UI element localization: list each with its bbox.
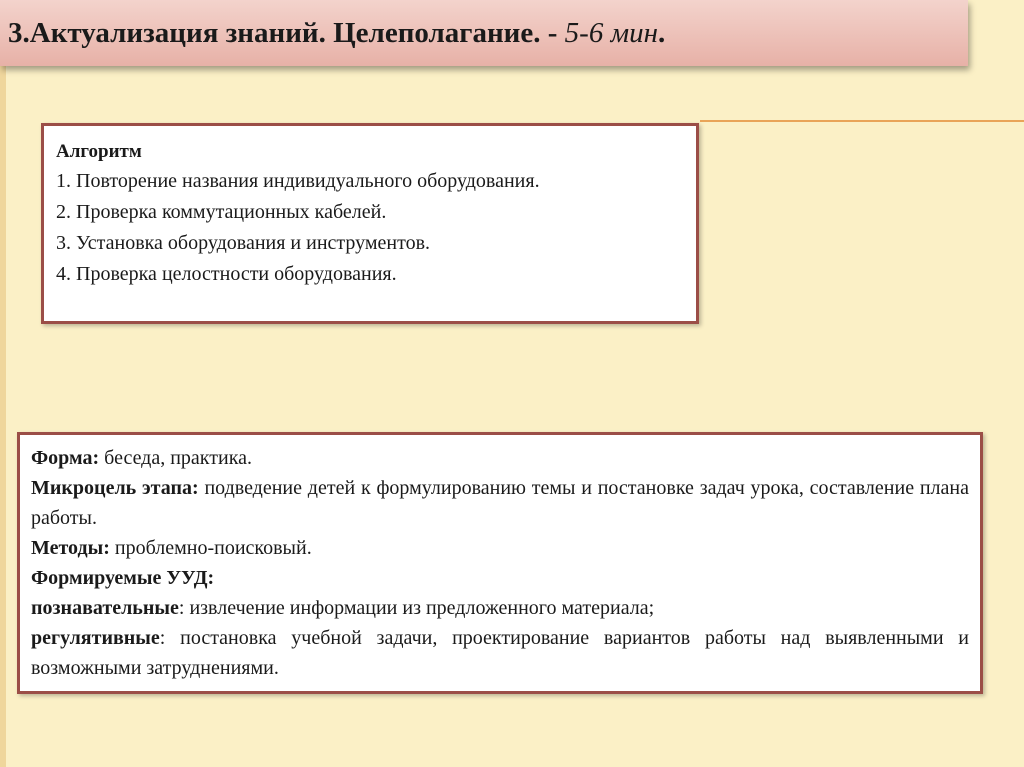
microgoal-value: подведение детей к формулированию темы и постановке задач урока, составление плана работы. bbox=[31, 477, 969, 529]
decorative-line bbox=[700, 120, 1024, 122]
slide-title-dash: - bbox=[540, 17, 565, 49]
regulative-label: регулятивные bbox=[31, 627, 160, 649]
regulative-value: : постановка учебной задачи, проектирование вариантов работы над выявленными и возможными затруднениями. bbox=[31, 627, 969, 679]
algorithm-step-2: 2. Проверка коммутационных кабелей. bbox=[56, 201, 387, 223]
form-label: Форма: bbox=[31, 447, 100, 469]
algorithm-heading: Алгоритм bbox=[56, 141, 142, 162]
algorithm-box bbox=[41, 123, 699, 324]
title-banner bbox=[0, 0, 968, 66]
form-row bbox=[31, 443, 969, 473]
form-value: беседа, практика. bbox=[99, 447, 252, 469]
left-decor-strip bbox=[0, 0, 6, 767]
regulative-row bbox=[31, 623, 969, 683]
cognitive-label: познавательные bbox=[31, 597, 179, 619]
cognitive-row bbox=[31, 593, 969, 623]
slide-title-period: . bbox=[657, 17, 666, 49]
slide-title-time: 5-6 мин bbox=[564, 17, 658, 49]
uud-label: Формируемые УУД: bbox=[31, 567, 215, 589]
uud-row bbox=[31, 563, 969, 593]
microgoal-label: Микроцель этапа: bbox=[31, 477, 199, 499]
algorithm-step-4: 4. Проверка целостности оборудования. bbox=[56, 263, 397, 285]
lesson-info-box bbox=[17, 432, 983, 694]
slide-title-text: 3.Актуализация знаний. Целеполагание. bbox=[8, 17, 541, 49]
microgoal-row bbox=[31, 473, 969, 533]
methods-value: проблемно-поисковый. bbox=[109, 537, 312, 559]
algorithm-step-1: 1. Повторение названия индивидуального оборудования. bbox=[56, 170, 540, 192]
methods-row bbox=[31, 533, 969, 563]
methods-label: Методы: bbox=[31, 537, 110, 559]
cognitive-value: : извлечение информации из предложенного материала; bbox=[178, 597, 655, 619]
slide-title bbox=[8, 17, 665, 50]
algorithm-step-3: 3. Установка оборудования и инструментов. bbox=[56, 232, 431, 254]
